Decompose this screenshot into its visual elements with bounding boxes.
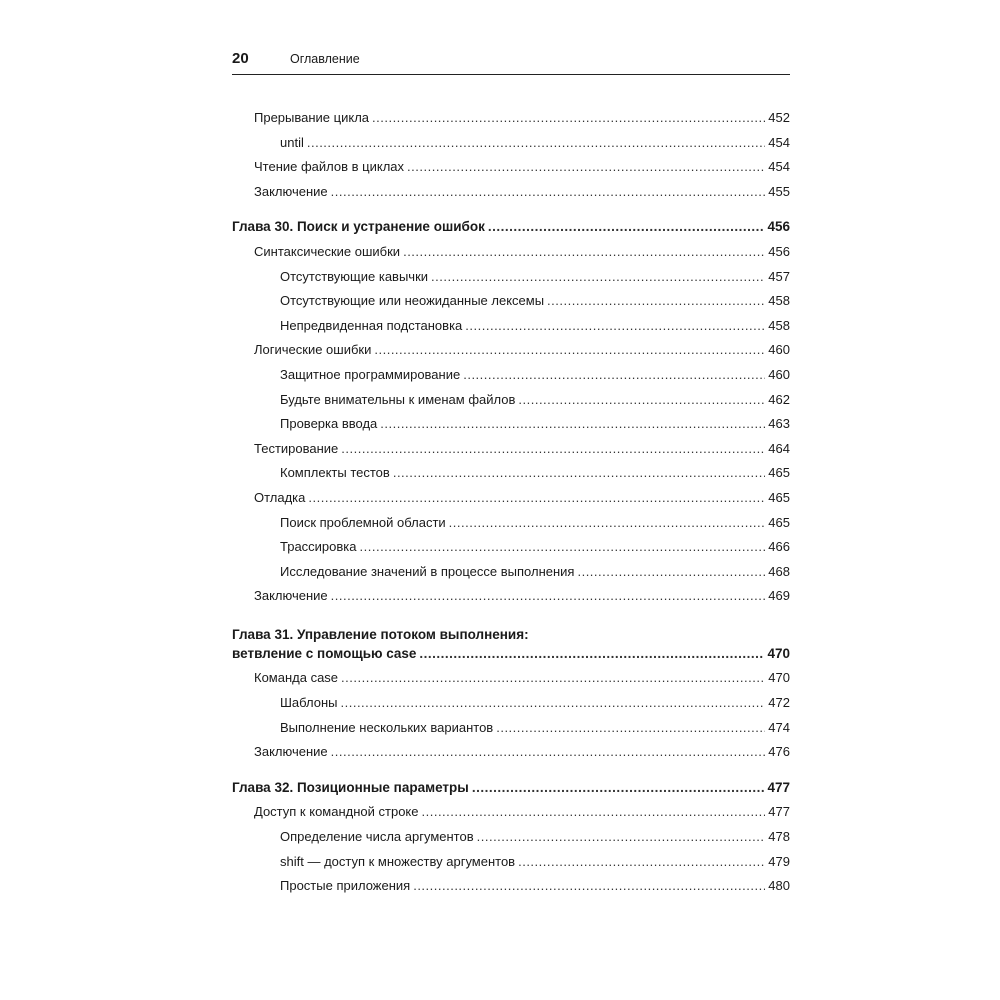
entry-page: 466 [768,539,790,555]
toc-entry[interactable] [232,588,790,613]
dot-leader [419,646,764,661]
entry-title: Синтаксические ошибки [254,243,401,259]
toc-entry[interactable] [232,829,790,854]
dot-leader [331,184,766,199]
dot-leader [472,780,765,795]
toc-entry[interactable] [232,159,790,184]
toc-entry[interactable] [232,367,790,392]
entry-title: Непредвиденная подстановка [280,317,463,333]
dot-leader [360,539,766,554]
entry-title: Определение числа аргументов [280,829,474,845]
toc-entry[interactable] [232,293,790,318]
chapter-heading[interactable] [232,219,790,244]
toc-entry[interactable] [232,804,790,829]
entry-page: 464 [768,440,790,456]
entry-page: 474 [768,719,790,735]
toc-entry[interactable] [232,539,790,564]
dot-leader [547,293,765,308]
dot-leader [341,695,766,710]
dot-leader [393,465,765,480]
dot-leader [403,244,765,259]
page-number: 20 [232,50,249,67]
entry-page: 452 [768,110,790,125]
entry-title: Чтение файлов в циклах [254,159,405,175]
toc-entry[interactable] [232,878,790,903]
entry-page: 454 [768,159,790,175]
entry-page: 470 [768,670,790,686]
dot-leader [496,720,765,735]
entry-title: Исследование значений в процессе выполнения [280,563,575,579]
toc-chapter-32 [232,780,790,903]
entry-page: 456 [768,243,790,259]
entry-page: 457 [768,268,790,284]
book-page [232,50,790,894]
chapter-entries [232,804,790,902]
running-title: Оглавление [290,52,360,66]
toc-entry[interactable] [232,135,790,160]
dot-leader [422,804,766,819]
entry-title: Шаблоны [280,695,338,711]
dot-leader [341,441,765,456]
dot-leader [518,392,765,407]
toc-entry[interactable] [232,244,790,269]
entry-page: 465 [768,465,790,481]
entry-title: until [280,134,304,150]
chapter-title: Глава 32. Позиционные параметры [232,779,469,795]
toc-entry[interactable] [232,269,790,294]
toc-entry[interactable] [232,110,790,135]
entry-page: 479 [768,853,790,869]
toc-entry[interactable] [232,720,790,745]
dot-leader [372,110,765,125]
entry-page: 460 [768,366,790,382]
entry-page: 478 [768,829,790,845]
chapter-heading[interactable] [232,780,790,805]
entry-title: Доступ к командной строке [254,804,419,820]
toc-entry[interactable] [232,441,790,466]
dot-leader [465,318,765,333]
chapter-title-line2: ветвление с помощью case [232,645,417,661]
toc-entry[interactable] [232,392,790,417]
entry-page: 465 [768,514,790,530]
chapter-heading[interactable] [232,646,790,671]
entry-title: Проверка ввода [280,416,378,432]
entry-title: Заключение [254,588,328,604]
chapter-title-line1[interactable]: Глава 31. Управление потоком выполнения: [232,626,529,642]
toc-chapter-30 [232,219,790,613]
entry-title: Поиск проблемной области [280,514,446,530]
dot-leader [331,744,766,759]
chapter-page: 477 [767,779,790,795]
dot-leader [577,564,765,579]
entry-title: Отсутствующие кавычки [280,268,429,284]
dot-leader [341,670,765,685]
entry-title: Прерывание цикла [254,110,370,125]
chapter-page: 470 [767,645,790,661]
dot-leader [307,135,765,150]
entry-page: 462 [768,391,790,407]
entry-title: Заключение [254,744,328,760]
entry-page: 476 [768,744,790,760]
toc-entry[interactable] [232,744,790,769]
chapter-title: Глава 30. Поиск и устранение ошибок [232,219,485,235]
toc-entry[interactable] [232,854,790,879]
dot-leader [308,490,765,505]
toc-chapter-31 [232,624,790,769]
running-head [232,50,790,75]
toc-entry[interactable] [232,670,790,695]
entry-page: 460 [768,342,790,358]
toc-entry[interactable] [232,695,790,720]
dot-leader [477,829,766,844]
entry-title: Отсутствующие или неожиданные лексемы [280,293,545,309]
dot-leader [518,854,765,869]
dot-leader [407,159,765,174]
dot-leader [380,416,765,431]
toc-entry[interactable] [232,515,790,540]
entry-page: 480 [768,878,790,894]
dot-leader [463,367,765,382]
chapter-entries [232,670,790,768]
dot-leader [488,219,765,234]
entry-page: 469 [768,588,790,604]
entry-title: Защитное программирование [280,366,461,382]
dot-leader [449,515,766,530]
toc-entry[interactable] [232,342,790,367]
toc-entry[interactable] [232,564,790,589]
toc-group-continued [232,110,790,208]
entry-page: 455 [768,183,790,199]
entry-page: 465 [768,489,790,505]
toc-entry[interactable] [232,318,790,343]
toc-entry[interactable] [232,184,790,209]
entry-page: 477 [768,804,790,820]
entry-title: Тестирование [254,440,339,456]
toc-entry[interactable] [232,490,790,515]
dot-leader [374,342,765,357]
entry-title: Простые приложения [280,878,411,894]
entry-page: 472 [768,695,790,711]
entry-title: Заключение [254,183,328,199]
dot-leader [431,269,765,284]
entry-page: 458 [768,317,790,333]
toc-entry[interactable] [232,416,790,441]
chapter-entries [232,244,790,613]
chapter-page: 456 [767,219,790,235]
entry-title: shift — доступ к множеству аргументов [280,853,516,869]
entry-title: Логические ошибки [254,342,372,358]
entry-title: Выполнение нескольких вариантов [280,719,494,735]
dot-leader [413,878,765,893]
entry-page: 454 [768,134,790,150]
entry-title: Отладка [254,489,306,505]
entry-title: Команда case [254,670,339,686]
toc-entry[interactable] [232,465,790,490]
dot-leader [331,588,766,603]
entry-title: Будьте внимательны к именам файлов [280,391,516,407]
entry-title: Трассировка [280,539,357,555]
table-of-contents [232,110,790,914]
entry-page: 468 [768,563,790,579]
entry-page: 458 [768,293,790,309]
entry-page: 463 [768,416,790,432]
entry-title: Комплекты тестов [280,465,390,481]
